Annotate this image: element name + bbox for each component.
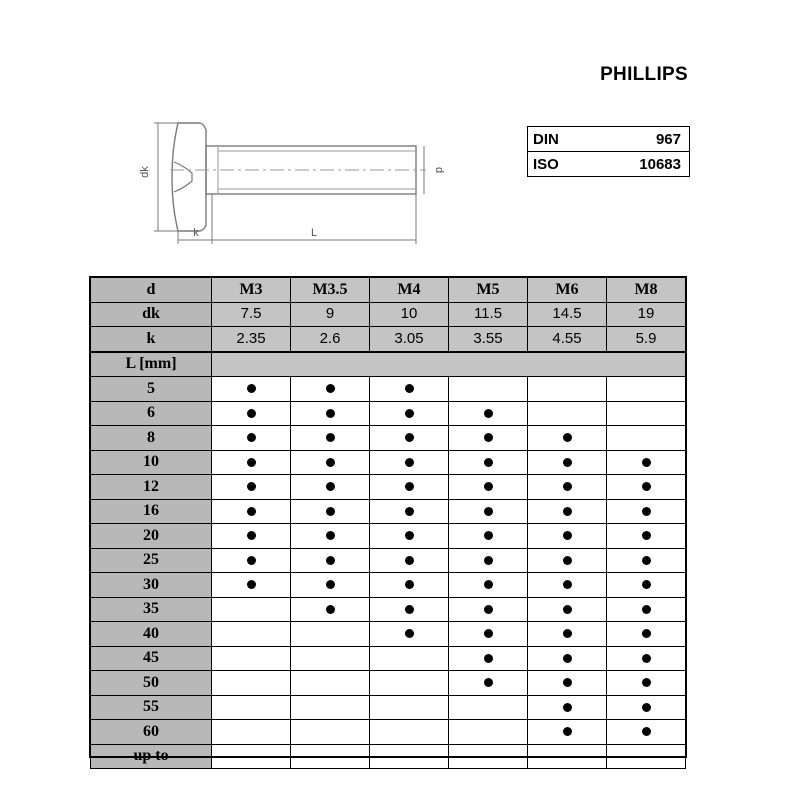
available-dot-icon — [326, 531, 335, 540]
available-dot-icon — [563, 482, 572, 491]
table-row — [91, 744, 686, 769]
availability-cell — [291, 548, 370, 573]
available-dot-icon — [326, 482, 335, 491]
available-dot-icon — [563, 678, 572, 687]
available-dot-icon — [484, 629, 493, 638]
availability-cell — [370, 450, 449, 475]
length-label: 8 — [91, 426, 212, 451]
length-label: 12 — [91, 475, 212, 500]
availability-cell — [528, 475, 607, 500]
length-label: 20 — [91, 524, 212, 549]
available-dot-icon — [642, 678, 651, 687]
available-dot-icon — [326, 409, 335, 418]
availability-cell — [607, 475, 686, 500]
availability-cell — [449, 695, 528, 720]
availability-cell — [291, 426, 370, 451]
availability-cell — [607, 744, 686, 769]
available-dot-icon — [247, 409, 256, 418]
available-dot-icon — [563, 580, 572, 589]
availability-cell — [528, 671, 607, 696]
d-label: d — [433, 166, 445, 174]
availability-cell — [449, 401, 528, 426]
availability-cell — [449, 720, 528, 745]
availability-cell — [607, 720, 686, 745]
availability-cell — [370, 524, 449, 549]
availability-cell — [212, 450, 291, 475]
availability-cell — [449, 499, 528, 524]
length-label: 50 — [91, 671, 212, 696]
standard-value: 10683 — [588, 152, 690, 177]
availability-cell — [212, 597, 291, 622]
page-title: PHILLIPS — [600, 64, 688, 85]
available-dot-icon — [326, 433, 335, 442]
column-header: M4 — [370, 278, 449, 303]
available-dot-icon — [563, 556, 572, 565]
available-dot-icon — [247, 556, 256, 565]
length-label: 5 — [91, 377, 212, 402]
table-row — [91, 548, 686, 573]
available-dot-icon — [484, 605, 493, 614]
available-dot-icon — [405, 531, 414, 540]
available-dot-icon — [326, 580, 335, 589]
availability-cell — [607, 377, 686, 402]
available-dot-icon — [642, 482, 651, 491]
available-dot-icon — [563, 605, 572, 614]
availability-cell — [607, 622, 686, 647]
table-row — [91, 450, 686, 475]
length-label: 40 — [91, 622, 212, 647]
availability-cell — [370, 646, 449, 671]
dimension-value: 11.5 — [449, 302, 528, 327]
available-dot-icon — [247, 433, 256, 442]
availability-cell — [607, 401, 686, 426]
column-header: M8 — [607, 278, 686, 303]
available-dot-icon — [326, 384, 335, 393]
availability-cell — [528, 377, 607, 402]
availability-cell — [370, 695, 449, 720]
available-dot-icon — [247, 482, 256, 491]
length-label: 16 — [91, 499, 212, 524]
availability-cell — [370, 671, 449, 696]
length-label: 60 — [91, 720, 212, 745]
availability-cell — [212, 426, 291, 451]
available-dot-icon — [484, 678, 493, 687]
availability-cell — [607, 524, 686, 549]
length-label: 35 — [91, 597, 212, 622]
length-label: 25 — [91, 548, 212, 573]
availability-cell — [449, 450, 528, 475]
availability-cell — [370, 548, 449, 573]
availability-cell — [291, 499, 370, 524]
dimension-value: 3.05 — [370, 327, 449, 352]
availability-cell — [528, 548, 607, 573]
available-dot-icon — [405, 409, 414, 418]
dimension-value: 4.55 — [528, 327, 607, 352]
availability-cell — [291, 720, 370, 745]
table-row — [91, 695, 686, 720]
screw-head-outline — [172, 123, 206, 231]
availability-cell — [449, 475, 528, 500]
availability-cell — [212, 646, 291, 671]
available-dot-icon — [563, 531, 572, 540]
availability-cell — [528, 573, 607, 598]
availability-cell — [607, 646, 686, 671]
length-header: L [mm] — [91, 352, 212, 377]
availability-cell — [528, 646, 607, 671]
available-dot-icon — [405, 605, 414, 614]
column-header: M3 — [212, 278, 291, 303]
column-header: M5 — [449, 278, 528, 303]
availability-cell — [528, 401, 607, 426]
availability-cell — [291, 671, 370, 696]
availability-cell — [607, 671, 686, 696]
column-header: M3.5 — [291, 278, 370, 303]
length-label: 55 — [91, 695, 212, 720]
availability-cell — [528, 744, 607, 769]
available-dot-icon — [484, 654, 493, 663]
table-row — [91, 499, 686, 524]
availability-cell — [370, 377, 449, 402]
table-row — [91, 671, 686, 696]
availability-cell — [449, 744, 528, 769]
standards-table — [527, 126, 690, 177]
availability-cell — [607, 573, 686, 598]
dk-label: dk — [139, 166, 151, 178]
availability-cell — [528, 720, 607, 745]
availability-cell — [291, 646, 370, 671]
table-row — [91, 646, 686, 671]
availability-cell — [607, 695, 686, 720]
dimension-value: 9 — [291, 302, 370, 327]
L-label: L — [310, 227, 318, 239]
header-row-dk — [91, 302, 686, 327]
available-dot-icon — [484, 580, 493, 589]
standard-value: 967 — [588, 127, 690, 152]
availability-cell — [449, 524, 528, 549]
available-dot-icon — [484, 531, 493, 540]
available-dot-icon — [642, 727, 651, 736]
availability-cell — [212, 573, 291, 598]
available-dot-icon — [326, 507, 335, 516]
available-dot-icon — [247, 507, 256, 516]
availability-cell — [528, 622, 607, 647]
availability-cell — [449, 426, 528, 451]
availability-cell — [449, 622, 528, 647]
standard-key: ISO — [528, 152, 589, 177]
availability-cell — [449, 597, 528, 622]
screw-drawing — [130, 110, 445, 250]
availability-cell — [528, 597, 607, 622]
table-row — [91, 524, 686, 549]
dimension-value: 14.5 — [528, 302, 607, 327]
recess-outline — [174, 162, 192, 192]
table-row — [91, 401, 686, 426]
available-dot-icon — [405, 507, 414, 516]
availability-cell — [607, 450, 686, 475]
availability-cell — [212, 475, 291, 500]
available-dot-icon — [642, 507, 651, 516]
available-dot-icon — [405, 556, 414, 565]
header-row-d — [91, 278, 686, 303]
row-header: d — [91, 278, 212, 303]
available-dot-icon — [642, 531, 651, 540]
available-dot-icon — [405, 629, 414, 638]
header-row-k — [91, 327, 686, 352]
available-dot-icon — [563, 507, 572, 516]
length-label: 45 — [91, 646, 212, 671]
standard-row-din — [528, 127, 690, 152]
available-dot-icon — [247, 458, 256, 467]
availability-cell — [212, 524, 291, 549]
available-dot-icon — [405, 433, 414, 442]
availability-cell — [607, 597, 686, 622]
availability-cell — [607, 548, 686, 573]
length-label: 30 — [91, 573, 212, 598]
screw-shaft — [206, 146, 416, 194]
availability-cell — [449, 548, 528, 573]
availability-cell — [528, 695, 607, 720]
availability-cell — [370, 475, 449, 500]
available-dot-icon — [563, 703, 572, 712]
availability-cell — [528, 499, 607, 524]
availability-cell — [291, 450, 370, 475]
length-header-filler — [212, 352, 686, 377]
available-dot-icon — [326, 458, 335, 467]
standard-key: DIN — [528, 127, 589, 152]
availability-cell — [528, 450, 607, 475]
availability-cell — [370, 499, 449, 524]
availability-cell — [212, 622, 291, 647]
availability-cell — [291, 401, 370, 426]
availability-cell — [370, 720, 449, 745]
length-label: 6 — [91, 401, 212, 426]
availability-cell — [291, 597, 370, 622]
availability-cell — [370, 426, 449, 451]
available-dot-icon — [326, 605, 335, 614]
availability-cell — [212, 377, 291, 402]
dimension-value: 3.55 — [449, 327, 528, 352]
available-dot-icon — [642, 605, 651, 614]
availability-cell — [212, 499, 291, 524]
standard-row-iso — [528, 152, 690, 177]
table-row — [91, 426, 686, 451]
table-row — [91, 597, 686, 622]
availability-cell — [449, 573, 528, 598]
availability-cell — [449, 646, 528, 671]
row-header: dk — [91, 302, 212, 327]
available-dot-icon — [405, 384, 414, 393]
available-dot-icon — [405, 580, 414, 589]
availability-cell — [370, 622, 449, 647]
dimension-value: 7.5 — [212, 302, 291, 327]
available-dot-icon — [642, 556, 651, 565]
length-header-row — [91, 352, 686, 377]
k-label: k — [193, 227, 199, 239]
availability-cell — [528, 524, 607, 549]
availability-cell — [212, 671, 291, 696]
available-dot-icon — [247, 531, 256, 540]
available-dot-icon — [484, 433, 493, 442]
table-row — [91, 377, 686, 402]
availability-cell — [528, 426, 607, 451]
available-dot-icon — [563, 458, 572, 467]
availability-cell — [607, 499, 686, 524]
table-row — [91, 720, 686, 745]
availability-cell — [212, 401, 291, 426]
column-header: M6 — [528, 278, 607, 303]
availability-cell — [449, 671, 528, 696]
available-dot-icon — [484, 507, 493, 516]
availability-cell — [212, 695, 291, 720]
availability-cell — [291, 622, 370, 647]
available-dot-icon — [484, 556, 493, 565]
dimension-value: 10 — [370, 302, 449, 327]
availability-cell — [449, 377, 528, 402]
availability-cell — [370, 573, 449, 598]
availability-cell — [291, 524, 370, 549]
available-dot-icon — [642, 703, 651, 712]
available-dot-icon — [642, 654, 651, 663]
table-row — [91, 475, 686, 500]
availability-cell — [291, 377, 370, 402]
dimension-value: 19 — [607, 302, 686, 327]
availability-cell — [607, 426, 686, 451]
dimensions-table — [90, 277, 686, 769]
available-dot-icon — [484, 409, 493, 418]
availability-cell — [291, 695, 370, 720]
availability-cell — [212, 720, 291, 745]
available-dot-icon — [484, 458, 493, 467]
available-dot-icon — [563, 433, 572, 442]
availability-cell — [212, 744, 291, 769]
available-dot-icon — [563, 629, 572, 638]
available-dot-icon — [563, 727, 572, 736]
availability-cell — [291, 744, 370, 769]
available-dot-icon — [642, 458, 651, 467]
dimension-value: 2.35 — [212, 327, 291, 352]
available-dot-icon — [563, 654, 572, 663]
dimension-value: 5.9 — [607, 327, 686, 352]
available-dot-icon — [484, 482, 493, 491]
row-header: k — [91, 327, 212, 352]
available-dot-icon — [247, 580, 256, 589]
length-label: up to — [91, 744, 212, 769]
table-row — [91, 622, 686, 647]
available-dot-icon — [247, 384, 256, 393]
availability-cell — [370, 401, 449, 426]
dimension-value: 2.6 — [291, 327, 370, 352]
available-dot-icon — [642, 629, 651, 638]
availability-cell — [370, 744, 449, 769]
availability-cell — [291, 475, 370, 500]
available-dot-icon — [642, 580, 651, 589]
available-dot-icon — [326, 556, 335, 565]
availability-cell — [291, 573, 370, 598]
length-label: 10 — [91, 450, 212, 475]
table-row — [91, 573, 686, 598]
available-dot-icon — [405, 482, 414, 491]
availability-cell — [370, 597, 449, 622]
availability-cell — [212, 548, 291, 573]
available-dot-icon — [405, 458, 414, 467]
